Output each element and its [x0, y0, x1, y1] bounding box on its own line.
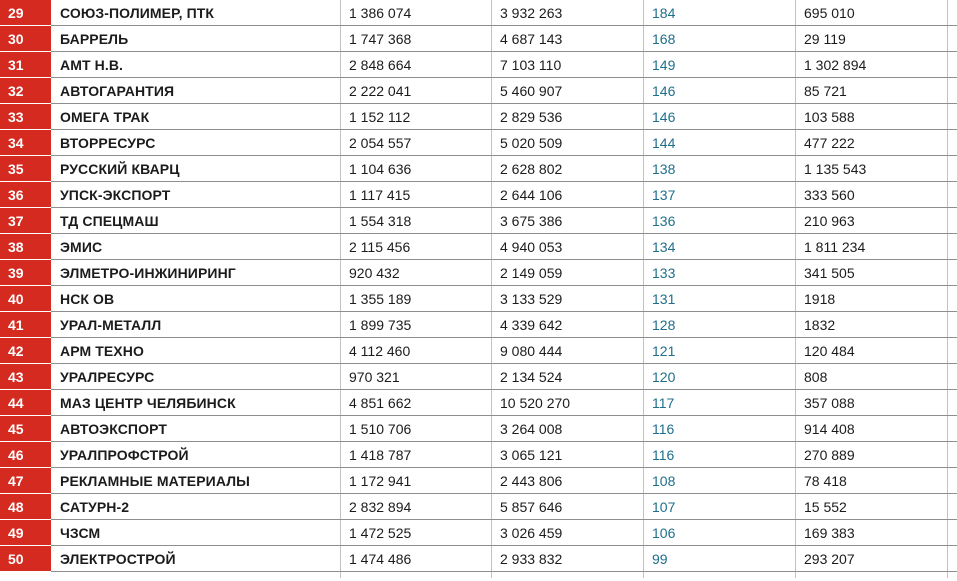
value-cell-4: 333 560 — [804, 187, 855, 203]
value-cell-4: 85 721 — [804, 83, 847, 99]
value-cell-4: 1 302 894 — [804, 57, 867, 73]
value-cell-3: 106 — [652, 525, 676, 541]
table-row — [0, 208, 957, 234]
rank-cell: 47 — [0, 468, 51, 494]
company-name: ЭЛЕКТРОСТРОЙ — [60, 551, 176, 567]
value-cell-3: 136 — [652, 213, 676, 229]
value-cell-4: 1 811 234 — [804, 239, 866, 255]
value-cell-4: 1 135 543 — [804, 161, 867, 177]
table-row — [0, 390, 957, 416]
value-cell-1: 2 054 557 — [349, 135, 412, 151]
company-name: САТУРН-2 — [60, 499, 130, 515]
table-row — [0, 312, 957, 338]
table-row — [0, 260, 957, 286]
value-cell-1: 1 899 735 — [349, 317, 412, 333]
value-cell-1: 1 172 941 — [349, 473, 412, 489]
table-row — [0, 286, 957, 312]
rank-cell: 35 — [0, 156, 51, 182]
value-cell-4: 1832 — [804, 317, 836, 333]
value-cell-3: 131 — [652, 291, 676, 307]
value-cell-2: 4 687 143 — [500, 31, 563, 47]
rank-cell: 32 — [0, 78, 51, 104]
value-cell-4: 15 552 — [804, 499, 847, 515]
value-cell-2: 2 829 536 — [500, 109, 563, 125]
table-row — [0, 468, 957, 494]
value-cell-1: 920 432 — [349, 265, 400, 281]
table-row — [0, 234, 957, 260]
value-cell-3: 134 — [652, 239, 676, 255]
company-name: УРАЛПРОФСТРОЙ — [60, 447, 189, 463]
rank-cell: 34 — [0, 130, 51, 156]
value-cell-3: 137 — [652, 187, 676, 203]
value-cell-4: 695 010 — [804, 5, 855, 21]
rank-cell: 31 — [0, 52, 51, 78]
value-cell-2: 9 080 444 — [500, 343, 563, 359]
value-cell-2: 3 932 263 — [500, 5, 563, 21]
value-cell-2: 3 065 121 — [500, 447, 563, 463]
company-name: ОМЕГА ТРАК — [60, 109, 150, 125]
value-cell-4: 477 222 — [804, 135, 855, 151]
value-cell-2: 5 020 509 — [500, 135, 563, 151]
value-cell-1: 1 554 318 — [349, 213, 412, 229]
value-cell-1: 2 848 664 — [349, 57, 412, 73]
value-cell-1: 4 112 460 — [349, 343, 411, 359]
rank-cell: 33 — [0, 104, 51, 130]
company-name: АМТ Н.В. — [60, 57, 124, 73]
rank-cell: 45 — [0, 416, 51, 442]
table-row — [0, 78, 957, 104]
value-cell-2: 2 443 806 — [500, 473, 563, 489]
company-name: НСК ОВ — [60, 291, 115, 307]
value-cell-3: 107 — [652, 499, 676, 515]
value-cell-2: 7 103 110 — [500, 57, 562, 73]
table-row — [0, 364, 957, 390]
value-cell-3: 121 — [652, 343, 676, 359]
value-cell-1: 1 747 368 — [349, 31, 412, 47]
rank-cell: 37 — [0, 208, 51, 234]
rank-cell: 46 — [0, 442, 51, 468]
value-cell-2: 2 933 832 — [500, 551, 563, 567]
value-cell-2: 2 134 524 — [500, 369, 563, 385]
value-cell-1: 1 355 189 — [349, 291, 412, 307]
value-cell-2: 4 339 642 — [500, 317, 563, 333]
company-name: УРАЛРЕСУРС — [60, 369, 155, 385]
company-name: РУССКИЙ КВАРЦ — [60, 161, 180, 177]
rank-cell: 42 — [0, 338, 51, 364]
table-row — [0, 182, 957, 208]
value-cell-1: 1 104 636 — [349, 161, 412, 177]
value-cell-4: 78 418 — [804, 473, 847, 489]
value-cell-3: 146 — [652, 109, 676, 125]
rank-cell: 30 — [0, 26, 51, 52]
table-row — [0, 416, 957, 442]
table-row — [0, 104, 957, 130]
rank-cell: 36 — [0, 182, 51, 208]
value-cell-4: 293 207 — [804, 551, 855, 567]
table-row — [0, 52, 957, 78]
rank-cell: 50 — [0, 546, 51, 572]
value-cell-1: 1 510 706 — [349, 421, 412, 437]
value-cell-4: 808 — [804, 369, 828, 385]
value-cell-2: 3 675 386 — [500, 213, 563, 229]
company-name: ЧЗСМ — [60, 525, 101, 541]
rank-cell: 40 — [0, 286, 51, 312]
company-name: УРАЛ-МЕТАЛЛ — [60, 317, 162, 333]
value-cell-2: 2 644 106 — [500, 187, 563, 203]
value-cell-3: 184 — [652, 5, 676, 21]
value-cell-1: 4 851 662 — [349, 395, 412, 411]
value-cell-3: 116 — [652, 421, 675, 437]
company-name: БАРРЕЛЬ — [60, 31, 129, 47]
rank-cell: 48 — [0, 494, 51, 520]
value-cell-2: 5 857 646 — [500, 499, 563, 515]
value-cell-3: 138 — [652, 161, 676, 177]
company-name: ТД СПЕЦМАШ — [60, 213, 159, 229]
value-cell-1: 1 418 787 — [349, 447, 412, 463]
rank-cell: 44 — [0, 390, 51, 416]
value-cell-3: 128 — [652, 317, 676, 333]
value-cell-3: 144 — [652, 135, 676, 151]
value-cell-4: 210 963 — [804, 213, 855, 229]
table-row — [0, 0, 957, 26]
company-name: АВТОЭКСПОРТ — [60, 421, 167, 437]
table-row — [0, 520, 957, 546]
value-cell-2: 3 264 008 — [500, 421, 563, 437]
value-cell-1: 2 222 041 — [349, 83, 412, 99]
value-cell-4: 341 505 — [804, 265, 855, 281]
value-cell-1: 1 152 112 — [349, 109, 411, 125]
company-name: МАЗ ЦЕНТР ЧЕЛЯБИНСК — [60, 395, 236, 411]
value-cell-4: 270 889 — [804, 447, 855, 463]
value-cell-3: 116 — [652, 447, 675, 463]
table-row — [0, 494, 957, 520]
table-row — [0, 130, 957, 156]
value-cell-4: 914 408 — [804, 421, 855, 437]
value-cell-3: 149 — [652, 57, 676, 73]
value-cell-1: 1 472 525 — [349, 525, 412, 541]
value-cell-4: 169 383 — [804, 525, 855, 541]
company-name: АРМ ТЕХНО — [60, 343, 144, 359]
value-cell-1: 970 321 — [349, 369, 400, 385]
value-cell-2: 5 460 907 — [500, 83, 563, 99]
rank-cell: 39 — [0, 260, 51, 286]
value-cell-2: 10 520 270 — [500, 395, 571, 411]
table-row — [0, 546, 957, 572]
rank-cell: 41 — [0, 312, 51, 338]
value-cell-3: 108 — [652, 473, 676, 489]
value-cell-2: 3 026 459 — [500, 525, 563, 541]
company-name: ЭЛМЕТРО-ИНЖИНИРИНГ — [60, 265, 236, 281]
value-cell-4: 357 088 — [804, 395, 855, 411]
value-cell-4: 1918 — [804, 291, 836, 307]
value-cell-3: 117 — [652, 395, 675, 411]
value-cell-1: 2 832 894 — [349, 499, 412, 515]
value-cell-1: 1 474 486 — [349, 551, 412, 567]
table-row — [0, 156, 957, 182]
company-name: АВТОГАРАНТИЯ — [60, 83, 175, 99]
value-cell-3: 99 — [652, 551, 668, 567]
value-cell-3: 146 — [652, 83, 676, 99]
value-cell-4: 103 588 — [804, 109, 855, 125]
company-name: УПСК-ЭКСПОРТ — [60, 187, 171, 203]
rank-cell: 29 — [0, 0, 51, 26]
table-row — [0, 442, 957, 468]
value-cell-2: 3 133 529 — [500, 291, 563, 307]
company-name: СОЮЗ-ПОЛИМЕР, ПТК — [60, 5, 215, 21]
value-cell-4: 120 484 — [804, 343, 855, 359]
value-cell-3: 133 — [652, 265, 676, 281]
value-cell-2: 4 940 053 — [500, 239, 563, 255]
table-row — [0, 26, 957, 52]
company-name: РЕКЛАМНЫЕ МАТЕРИАЛЫ — [60, 473, 250, 489]
rank-cell: 38 — [0, 234, 51, 260]
value-cell-1: 1 117 415 — [349, 187, 411, 203]
value-cell-3: 120 — [652, 369, 676, 385]
value-cell-1: 2 115 456 — [349, 239, 411, 255]
value-cell-2: 2 628 802 — [500, 161, 563, 177]
value-cell-1: 1 386 074 — [349, 5, 412, 21]
company-name: ЭМИС — [60, 239, 103, 255]
rank-cell: 49 — [0, 520, 51, 546]
company-name: ВТОРРЕСУРС — [60, 135, 156, 151]
table-row — [0, 338, 957, 364]
value-cell-2: 2 149 059 — [500, 265, 563, 281]
rank-cell: 43 — [0, 364, 51, 390]
value-cell-4: 29 119 — [804, 31, 846, 47]
value-cell-3: 168 — [652, 31, 676, 47]
